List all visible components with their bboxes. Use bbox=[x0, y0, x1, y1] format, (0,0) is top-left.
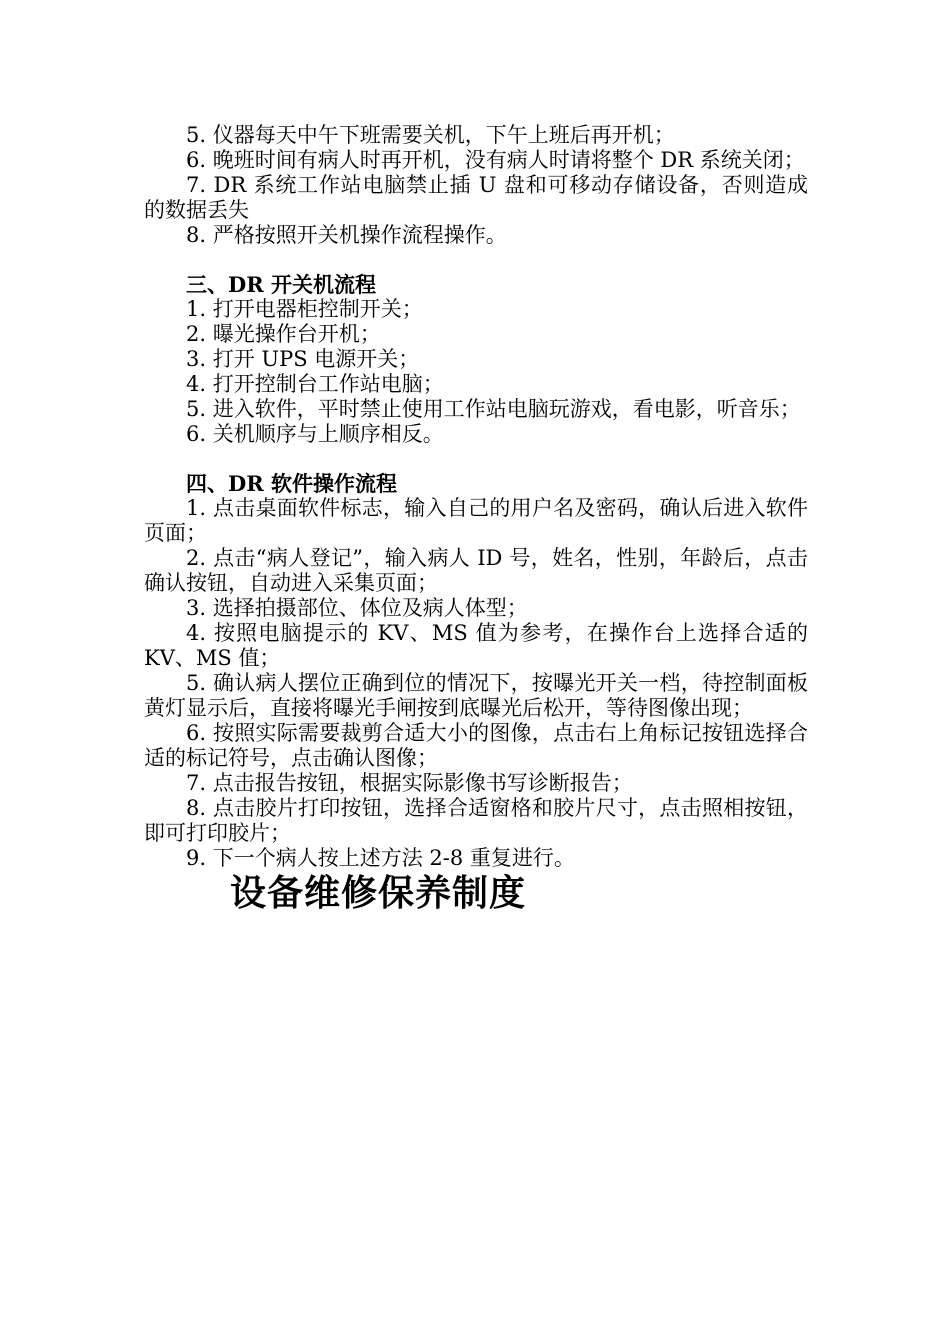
section-four bbox=[144, 471, 808, 871]
list-item: 5. 确认病人摆位正确到位的情况下，按曝光开关一档，待控制面板黄灯显示后，直接将曝光手闸按到底曝光后松开，等待图像出现； bbox=[144, 671, 808, 720]
list-item: 7. 点击报告按钮，根据实际影像书写诊断报告； bbox=[186, 771, 633, 795]
list-item: 5. 仪器每天中午下班需要关机，下午上班后再开机； bbox=[186, 123, 675, 147]
list-item: 4. 打开控制台工作站电脑； bbox=[186, 372, 444, 396]
list-item: 8. 严格按照开关机操作流程操作。 bbox=[186, 223, 507, 247]
section-three bbox=[144, 272, 808, 447]
document-title: 设备维修保养制度 bbox=[230, 873, 527, 914]
list-item: 6. 按照实际需要裁剪合适大小的图像，点击右上角标记按钮选择合适的标记符号，点击确认图像； bbox=[144, 721, 808, 770]
list-item: 6. 关机顺序与上顺序相反。 bbox=[186, 422, 444, 446]
list-item: 2. 点击“病人登记”，输入病人 ID 号，姓名，性别，年龄后，点击确认按钮，自动进入采集页面； bbox=[144, 546, 808, 595]
list-item: 3. 选择拍摄部位、体位及病人体型； bbox=[186, 596, 528, 620]
section-heading: 四、DR 软件操作流程 bbox=[186, 471, 397, 496]
list-item: 1. 打开电器柜控制开关； bbox=[186, 297, 423, 321]
list-item: 8. 点击胶片打印按钮，选择合适窗格和胶片尺寸，点击照相按钮，即可打印胶片； bbox=[144, 796, 808, 845]
list-item: 7. DR 系统工作站电脑禁止插 U 盘和可移动存储设备，否则造成的数据丢失 bbox=[144, 173, 808, 222]
list-item: 9. 下一个病人按上述方法 2-8 重复进行。 bbox=[186, 846, 575, 870]
document-page bbox=[144, 123, 808, 917]
section-two-list bbox=[144, 123, 808, 248]
list-item: 6. 晚班时间有病人时再开机，没有病人时请将整个 DR 系统关闭； bbox=[186, 148, 805, 172]
section-heading: 三、DR 开关机流程 bbox=[186, 272, 376, 297]
list-item: 3. 打开 UPS 电源开关； bbox=[186, 347, 420, 371]
list-item: 4. 按照电脑提示的 KV、MS 值为参考，在操作台上选择合适的 KV、MS 值； bbox=[144, 621, 808, 670]
spacer bbox=[144, 248, 808, 272]
list-item: 2. 曝光操作台开机； bbox=[186, 322, 381, 346]
spacer bbox=[144, 447, 808, 471]
list-item: 5. 进入软件，平时禁止使用工作站电脑玩游戏，看电影，听音乐； bbox=[186, 397, 801, 421]
list-item: 1. 点击桌面软件标志，输入自己的用户名及密码，确认后进入软件页面； bbox=[144, 496, 808, 545]
